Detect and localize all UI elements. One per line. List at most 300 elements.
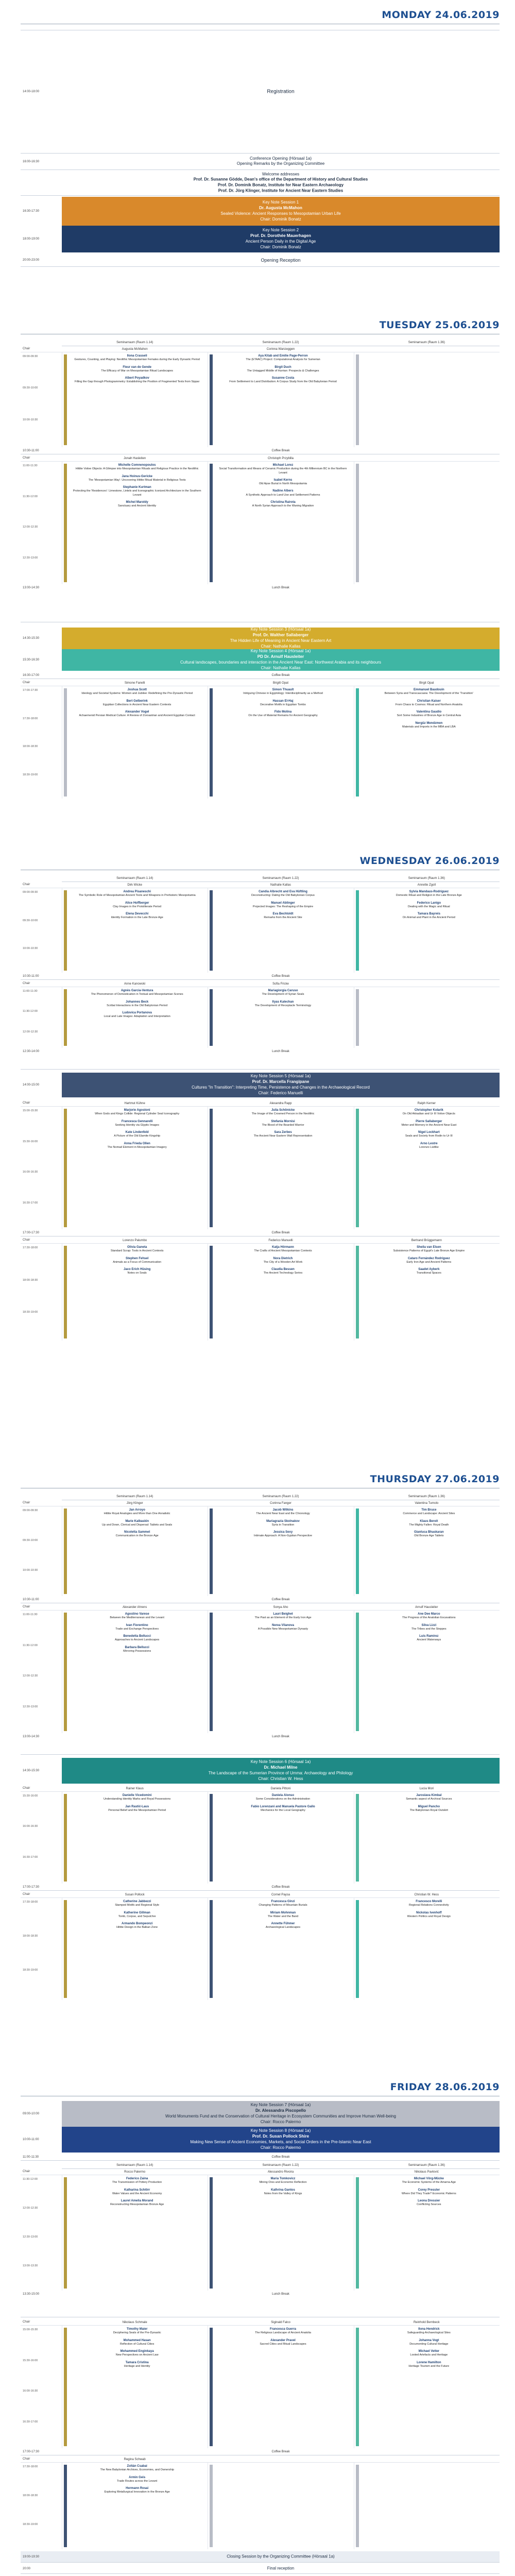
keynote-speaker: Prof. Dr. Dorothée Mauerhagen xyxy=(250,233,311,239)
speaker-name: Anna Frieda Ollen xyxy=(124,1142,150,1145)
talk xyxy=(70,1622,204,1633)
chair-name: Dirk Wicke xyxy=(127,884,142,887)
talk-title: Syria in Transition xyxy=(271,1523,295,1527)
track-color-bar xyxy=(64,989,67,1046)
speaker-name: Katharina Schlörr xyxy=(124,2188,150,2192)
track-color-bar xyxy=(64,1246,67,1338)
speaker-name: Nicoletta Sammet xyxy=(124,1531,150,1534)
track-color-bar xyxy=(210,1509,213,1594)
time-label: 17:30-18:00 xyxy=(23,1901,38,1904)
talk-title: Reflection of Cultural Cities xyxy=(119,2342,154,2346)
talk-title: A North Syrian Approach to the Waning Migration xyxy=(252,504,314,508)
parallel-session xyxy=(21,1493,500,1596)
talk xyxy=(362,2326,496,2337)
talk-title: The Crafts of Ancient Mesopotamian Contexts xyxy=(254,1249,312,1253)
speaker-name: Stephanie Kurtman xyxy=(123,486,151,489)
closing-row xyxy=(21,2551,500,2563)
coffee-break xyxy=(21,673,500,679)
parallel-session xyxy=(21,1238,500,1341)
session-columns xyxy=(62,1506,500,1596)
talk-title: Looted Artefacts and Heritage xyxy=(410,2353,448,2357)
talk-title: Social Transformation and Means of Ceramic Production during the 4th Millennium BC in the Northern Levant xyxy=(219,467,347,474)
keynote-title: Cultural landscapes, boundaries and interaction in the Ancient Near East: Northwest Arabia and its neighbours xyxy=(180,660,381,665)
speaker-name: Alexander Vogel xyxy=(125,710,149,714)
time-label: 15:00-15:30 xyxy=(23,1109,38,1112)
talk-title: Trade and Exchange Perspectives xyxy=(115,1627,159,1631)
speaker-name: Ivan Fiorentino xyxy=(126,1623,148,1627)
talk-title: Materials and Imports in the MBA and LBA xyxy=(402,725,456,728)
track-color-bar xyxy=(64,1900,67,1998)
speaker-name: Laurel Amelia Morand xyxy=(121,2199,153,2203)
chair-name: Bertrand Brüggemann xyxy=(411,1239,442,1242)
reception-row xyxy=(21,253,500,267)
chair-label: Chair xyxy=(23,1893,30,1896)
lunch-break xyxy=(21,2292,500,2317)
keynote-label: Key Note Session 6 (Hörsaal 1a) xyxy=(250,1759,311,1765)
talk xyxy=(70,2359,204,2370)
talk-title: Hittite Votive Objects: A Glimpse into Mesopotamian Rituals and Religious Practice in the Neolithic xyxy=(75,467,199,471)
registration-row xyxy=(21,30,500,154)
talk xyxy=(70,1255,204,1266)
track-color-bar xyxy=(356,1509,359,1594)
speaker-name: Jessica Sexy xyxy=(273,1531,293,1534)
time-label: 18:30-19:00 xyxy=(23,1969,38,1972)
talk-title: The Nomad Element in Mesopotamian Imagery xyxy=(107,1145,167,1149)
chair-label: Chair xyxy=(23,1501,30,1504)
talk xyxy=(215,1009,350,1012)
chair-name: Susan Pollock xyxy=(125,1893,145,1896)
time-label: 13:00-14:30 xyxy=(23,1735,40,1738)
talk-title: Heritage and Identity xyxy=(124,2364,150,2368)
break-label: Coffee Break xyxy=(271,2450,290,2453)
chair-name: Rainer Klaus xyxy=(126,1787,144,1790)
session-column xyxy=(354,2463,500,2549)
speaker-name: Kathrina Gantos xyxy=(271,2188,295,2192)
time-label: 17:00-17:30 xyxy=(23,2450,40,2453)
talk xyxy=(362,1518,496,1529)
track-color-bar xyxy=(64,2328,67,2446)
coffee-break xyxy=(21,2155,500,2161)
talk-title: Meter and Memory in the Ancient Near East xyxy=(401,1123,457,1127)
session-column xyxy=(354,1792,500,1884)
speaker-name: Mohammed Hasan xyxy=(123,2338,151,2342)
chair-name: Regina Schwab xyxy=(124,2458,146,2461)
session-column xyxy=(208,888,353,973)
day-wednesday xyxy=(21,855,500,1468)
speaker-name: Stephen Fehsel xyxy=(125,1257,149,1260)
day-title: MONDAY 24.06.2019 xyxy=(382,9,500,21)
parallel-session xyxy=(21,680,500,799)
talk xyxy=(215,1636,350,1639)
speaker-name: Fabio Lorenzani and Manuela Pastore Gallo xyxy=(251,1805,315,1808)
keynote-chair: Chair: Nathalie Kallas xyxy=(261,643,301,649)
talk-title: The New Babylonian Archives, Economies, and Ownership xyxy=(100,2468,174,2472)
talk xyxy=(362,1920,496,1923)
keynote-speaker: Prof. Dr. Marcella Frangipane xyxy=(252,1079,310,1084)
talk xyxy=(215,2326,350,2337)
speaker-name: Gianluca Bhaskaran xyxy=(414,1531,444,1534)
time-label: 18:30-19:00 xyxy=(23,773,38,776)
room-header xyxy=(62,1493,500,1500)
time-label: 09:00-09:30 xyxy=(23,355,38,358)
chair-row xyxy=(21,1892,500,1898)
talk xyxy=(215,2175,350,2187)
talk xyxy=(70,1266,204,1277)
day-monday xyxy=(21,9,500,329)
reception-row xyxy=(21,2564,500,2574)
talk-title: Archaeological Landscapes xyxy=(265,1926,301,1929)
room-label: Seminarraum (Raum 1.36) xyxy=(408,2164,445,2167)
talk xyxy=(70,1129,204,1140)
time-label: 09:30-10:00 xyxy=(23,919,38,922)
talk-title: Where Did They Trade? Economic Patterns xyxy=(401,2192,456,2195)
keynote-8 xyxy=(23,2127,500,2153)
speaker-name: Ane Dee Marco xyxy=(418,1613,440,1616)
talk xyxy=(70,1803,204,1815)
chair-name: Birgit Opat xyxy=(419,682,434,685)
chair-name xyxy=(354,455,500,462)
speaker-name: Bert Gelberink xyxy=(126,699,148,703)
talk xyxy=(215,2187,350,2198)
talk-title: Reconstructing Mesopotamian Bronze Age xyxy=(110,2203,164,2207)
opening-row xyxy=(21,154,500,170)
session-columns xyxy=(62,1107,500,1229)
reception-label: Opening Reception xyxy=(261,257,301,263)
talk-title: The Ancient Technology Series xyxy=(263,1272,303,1275)
session-column xyxy=(62,888,208,973)
talk-title: The Tribes and the Steppes xyxy=(411,1627,447,1631)
parallel-session xyxy=(21,1892,500,2000)
room-header xyxy=(62,875,500,882)
talk xyxy=(70,1107,204,1118)
speaker-name: Marie Kalbaskin xyxy=(125,1519,149,1523)
time-label: 10:00-10:30 xyxy=(23,947,38,950)
session-column xyxy=(354,1611,500,1733)
talk xyxy=(70,698,204,709)
chair-name: Ralph Kerner xyxy=(417,1102,436,1105)
keynote-chair: Chair: Dominik Bonatz xyxy=(260,244,301,249)
speaker-name: Jaroslava Kimbal xyxy=(416,1794,442,1797)
speaker-name: Hassan El-Haj xyxy=(272,699,294,703)
chair-name: Federico Manuelli xyxy=(268,1239,293,1242)
room-header xyxy=(62,2162,500,2169)
talk-title: Ancient Waterways xyxy=(417,1638,441,1642)
coffee-break xyxy=(21,1885,500,1891)
speaker-name: Armando Bompeonzi xyxy=(121,1922,153,1926)
talk xyxy=(70,2187,204,2198)
track-color-bar xyxy=(64,2465,67,2547)
time-label: 17:30-18:00 xyxy=(23,2465,38,2468)
session-columns xyxy=(62,1898,500,2000)
room-label: Seminarraum (Raum 1.14) xyxy=(116,341,153,344)
track-color-bar xyxy=(64,1613,67,1731)
time-label: 18:30-19:00 xyxy=(23,1311,38,1314)
room-label: Seminarraum (Raum 1.22) xyxy=(262,1495,299,1498)
chair-row xyxy=(21,2319,500,2326)
speaker-name: Lorene Hamilton xyxy=(417,2361,441,2364)
talk-title: The Transmission of Pottery Production xyxy=(112,2181,162,2184)
talk xyxy=(215,1898,350,1909)
room-label: Seminarraum (Raum 1.22) xyxy=(262,877,299,880)
track-color-bar xyxy=(64,464,67,582)
speaker-name: Nergüz Mendzmen xyxy=(415,721,443,725)
speaker-name: Francesca Ginzi xyxy=(271,1900,295,1903)
talk xyxy=(215,998,350,1010)
break-label: Coffee Break xyxy=(271,1886,290,1889)
time-label: 09:30-10:00 xyxy=(23,1539,38,1542)
talk-title: The Development of Syrian Seals xyxy=(262,993,304,996)
talk-title: Seeking Identity via Glyptic Images xyxy=(115,1123,159,1127)
session-columns xyxy=(62,352,500,447)
chair-label: Chair xyxy=(23,982,30,985)
time-label: 16:30-17:00 xyxy=(23,1856,38,1859)
time-label: 16:30-17:00 xyxy=(23,674,40,677)
opening-title: Conference Opening (Hörsaal 1a) xyxy=(249,156,312,161)
session-column xyxy=(208,686,353,799)
speaker-name: Ilyas Kalechan xyxy=(272,1000,294,1004)
chair-label: Chair xyxy=(23,347,30,350)
talk xyxy=(215,1518,350,1529)
track-color-bar xyxy=(356,464,359,582)
chair-name: Augusta McMahon xyxy=(122,348,148,351)
talk xyxy=(70,1118,204,1129)
break-label: Lunch Break xyxy=(272,1735,289,1738)
speaker-name: Michael Vetter xyxy=(418,2350,439,2353)
chair-row xyxy=(21,2456,500,2463)
talk-title: Sort Some Industries of Bronze Age in Central Asia xyxy=(397,714,461,718)
time-label: 11:00-11:30 xyxy=(23,464,38,467)
talk xyxy=(362,888,496,900)
chair-row xyxy=(21,1100,500,1107)
welcome-row xyxy=(21,170,500,196)
talk xyxy=(70,1792,204,1803)
speaker-name: Birgit Duch xyxy=(274,365,291,369)
time-label: 17:00-17:30 xyxy=(23,1231,40,1234)
time-label: 11:00-11:30 xyxy=(23,2156,39,2159)
session-column xyxy=(62,462,208,584)
chair-name: Alexandra Rapp xyxy=(269,1102,292,1105)
talk-title: Clay Images in the Protoliterate Period xyxy=(113,905,162,908)
talk xyxy=(70,2337,204,2348)
talk-title: Scribal Interactions in the Old Babylonian Period xyxy=(107,1004,168,1007)
talk xyxy=(362,708,496,720)
track-color-bar xyxy=(210,989,213,1046)
talk xyxy=(362,686,496,698)
speaker-name: Cataro Fernández Rodríguez xyxy=(407,1257,450,1260)
track-color-bar xyxy=(356,1613,359,1731)
time-label: 16:00-16:30 xyxy=(23,1171,38,1174)
coffee-break xyxy=(21,448,500,454)
talk xyxy=(70,998,204,1010)
talk xyxy=(362,1118,496,1129)
break-label: Coffee Break xyxy=(271,2156,290,2159)
track-color-bar xyxy=(64,1509,67,1594)
talk xyxy=(215,1244,350,1255)
break-label: Lunch Break xyxy=(272,2293,289,2296)
speaker-name: Federico Lanigo xyxy=(417,901,441,905)
time-label: 14:30-15:30 xyxy=(23,636,40,640)
track-color-bar xyxy=(210,1246,213,1338)
talk xyxy=(362,2348,496,2359)
speaker-name: Armin Geis xyxy=(129,2476,146,2479)
talk xyxy=(362,2337,496,2348)
speaker-name: Andrea Pisaneschi xyxy=(123,890,151,893)
keynote-title: Making New Sense of Ancient Economies, Markets, and Social Orders in the Pre-Islamic Near East xyxy=(190,2140,371,2144)
time-label: 18:00-18:30 xyxy=(23,1935,38,1938)
track-color-bar xyxy=(64,354,67,445)
talk xyxy=(362,1633,496,1644)
keynote-title: Ancient Person Daily in the Digital Age xyxy=(245,239,316,244)
track-color-bar xyxy=(210,2465,213,2547)
speaker-name: Fleur van de Gende xyxy=(123,365,151,369)
time-label: 09:00-10:00 xyxy=(23,2112,40,2115)
talk-title: Between Syria and Transcaucasia: The Development of the 'Transition' xyxy=(384,692,474,696)
session-column xyxy=(208,987,353,1048)
talk xyxy=(70,473,204,484)
time-label: 13:30-15:00 xyxy=(23,2293,40,2296)
chair-name: Lorenzo Palumbo xyxy=(123,1239,147,1242)
speaker-name: Christian Kaiser xyxy=(417,699,441,703)
talk xyxy=(70,462,204,473)
talk xyxy=(362,2187,496,2198)
speaker-name: Claudia Bessen xyxy=(271,1268,295,1272)
talk xyxy=(70,2175,204,2187)
talk-title: On Animal and Plant in the Ancient Period xyxy=(402,916,455,920)
speaker-name: Mohammed Enginkaya xyxy=(120,2350,154,2353)
speaker-name: Pierre Sallaberger xyxy=(416,1120,442,1123)
time-label: 09:30-10:00 xyxy=(23,386,38,389)
talk-title: Deconstructing: Dating the Old Babylonian Corpus xyxy=(251,894,315,897)
break-label: Coffee Break xyxy=(271,674,290,677)
time-label: 10:30-11:00 xyxy=(23,975,39,978)
talk-title: Personal Belief and the Mesopotamian Period xyxy=(108,1808,166,1812)
keynote-3 xyxy=(23,627,500,649)
chair-row xyxy=(21,1604,500,1611)
break-label: Coffee Break xyxy=(271,975,290,978)
talk xyxy=(215,1266,350,1277)
time-label: 12:00-12:30 xyxy=(23,1030,38,1033)
talk-title: Mechanics for the Local Geography xyxy=(261,1808,305,1812)
talk xyxy=(215,686,350,698)
speaker-name: Danielle Vicedomini xyxy=(122,1794,152,1797)
time-label: 13:00-14:30 xyxy=(23,586,40,589)
talk-title: Exploring Metallurgical Innovation in the Bronze Age xyxy=(104,2490,170,2494)
talk xyxy=(362,720,496,731)
talk xyxy=(215,910,350,922)
chair-label: Chair xyxy=(23,456,30,460)
talk xyxy=(362,1803,496,1815)
track-color-bar xyxy=(356,2328,359,2446)
chair-row xyxy=(21,455,500,462)
talk xyxy=(215,1814,350,1817)
talk xyxy=(362,2197,496,2209)
talk xyxy=(215,1611,350,1622)
talk-title: Conflicting Sources xyxy=(417,2203,441,2207)
chair-name: Corinna Fanger xyxy=(270,1502,291,1505)
speaker-name: Simon Thuault xyxy=(272,688,294,691)
talk xyxy=(215,1107,350,1118)
talk-title: Mirroring Possessions xyxy=(123,1649,151,1653)
speaker-name: Saadet Ayberk xyxy=(418,1268,440,1272)
talk-title: Gestures, Counting, and Playing: Neolithic Mesopotamian Females during the Early Dynastic Period xyxy=(74,358,200,362)
keynote-chair: Chair: Dominik Bonatz xyxy=(260,216,301,222)
talk xyxy=(215,698,350,709)
talk-title: Early Iron Age and Ancient Patterns xyxy=(406,1260,452,1264)
talk xyxy=(70,499,204,510)
talk xyxy=(70,686,204,698)
chair-name: Nikolaus Pavlović xyxy=(414,2171,439,2174)
keynote-label: Key Note Session 5 (Hörsaal 1a) xyxy=(250,1074,311,1079)
speaker-name: Leona Dressier xyxy=(418,2199,440,2203)
keynote-speaker: Dr. Alessandra Piscopello xyxy=(255,2108,306,2113)
speaker-name: Maria Tomkovicz xyxy=(270,2177,296,2180)
time-label: 15:30-16:30 xyxy=(23,658,40,662)
speaker-name: Timothy Maier xyxy=(126,2328,148,2331)
track-color-bar xyxy=(356,890,359,971)
chair-row xyxy=(21,346,500,352)
speaker-name: Michel Maroldy xyxy=(126,500,148,504)
time-label: 18:00-18:30 xyxy=(23,1279,38,1282)
track-color-bar xyxy=(210,464,213,582)
talk xyxy=(70,1529,204,1540)
talk-title: The Religious Landscape of Ancient Anatolia xyxy=(255,2331,311,2335)
speaker-name: Julia Schönicke xyxy=(271,1109,295,1112)
chair-name xyxy=(354,981,500,987)
chair-name: Anne Kanowski xyxy=(124,982,146,986)
talk-title: Notes on Seals xyxy=(127,1272,147,1275)
time-label: 17:30-18:00 xyxy=(23,1246,38,1249)
talk xyxy=(70,2463,204,2474)
track-color-bar xyxy=(356,1900,359,1998)
talk-title: Standard Scrap: Tools in Ancient Contexts xyxy=(110,1249,164,1253)
speaker-name: Agostino Varese xyxy=(125,1613,149,1616)
chair-row xyxy=(21,1786,500,1792)
welcome-speaker: Prof. Dr. Jörg Klinger, Institute for Ancient Near Eastern Studies xyxy=(218,188,344,193)
session-column xyxy=(62,686,208,799)
chair-label: Chair xyxy=(23,1605,30,1608)
speaker-name: Valentina Gaudio xyxy=(416,710,442,714)
chair-label: Chair xyxy=(23,2458,30,2461)
talk-title: A Possible New Mesopotamian Dynasty xyxy=(258,1627,308,1631)
welcome-speaker: Prof. Dr. Susanne Gödde, Dean's office of the Department of History and Cultural Studies xyxy=(193,177,368,182)
time-label: 11:00-11:30 xyxy=(23,990,38,993)
talk xyxy=(70,708,204,720)
keynote-label: Key Note Session 1 xyxy=(262,200,299,205)
session-column xyxy=(208,2463,353,2549)
keynote-chair: Chair: Rocco Palermo xyxy=(260,2145,301,2150)
time-label: 11:30-12:00 xyxy=(23,1010,38,1013)
talk-title: New Perspectives on Ancient Law xyxy=(115,2353,159,2357)
track-color-bar xyxy=(210,1900,213,1998)
keynote-chair: Chair: Federico Manuelli xyxy=(258,1090,303,1095)
session-columns xyxy=(62,1611,500,1733)
track-color-bar xyxy=(210,1613,213,1731)
talk-title: Water Values and the Ancient Economy xyxy=(112,2192,162,2195)
speaker-name: Francesca Guerra xyxy=(269,2328,296,2331)
keynote-label: Key Note Session 3 (Hörsaal 1a) xyxy=(250,627,311,632)
chair-name: Corinna Wanzeggen xyxy=(266,348,295,351)
keynote-7 xyxy=(23,2101,500,2127)
session-column xyxy=(208,2326,353,2448)
session-column xyxy=(354,352,500,447)
coffee-break xyxy=(21,974,500,980)
session-column xyxy=(62,2463,208,2549)
talk xyxy=(215,1506,350,1518)
time-label: 17:30-18:00 xyxy=(23,717,38,720)
time-label: 16:30-17:00 xyxy=(23,1201,38,1205)
chair-name: Annette Zgoll xyxy=(417,884,436,887)
speaker-name: Sylvia Mandaus-Rodríguez xyxy=(409,890,449,893)
